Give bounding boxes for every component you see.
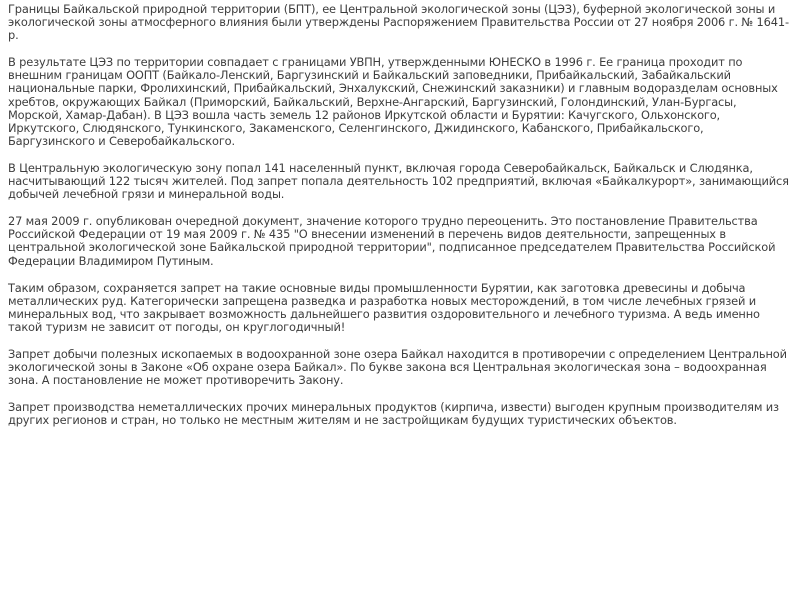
paragraph-borders-approval: Границы Байкальской природной территории (БПТ), ее Центральной экологической зоны (ЦЭЗ), буферной экологической зоны и экологической зоны атмосферного влияния были утверждены Распоряжением Правительства России от 27 ноября 2006 г. № 1641-р. (8, 2, 789, 43)
paragraph-mining-contradiction: Запрет добычи полезных ископаемых в водоохранной зоне озера Байкал находится в противоречии с определением Центральной экологической зоны в Законе «Об охране озера Байкал». По букве закона вся Центральная экологическая зона – водоохранная зона. А постановление не может противоречить Закону. (8, 346, 787, 388)
paragraph-government-decree: 27 мая 2009 г. опубликован очередной документ, значение которого трудно переоценить. Это постановление Правительства Российской Федерации от 19 мая 2009 г. № 435 "О внесении изменений в перечень видов деятельности, запрещенных в центральной экологической зоне Байкальской природной территории", подписанное председателем Правительства Российской Федерации Владимиром Путиным. (8, 214, 776, 268)
paragraph-central-zone-borders: В результате ЦЭЗ по территории совпадает с границами УВПН, утвержденными ЮНЕСКО в 1996 г. Ее граница проходит по внешним границам ООПТ (Байкало-Ленский, Баргузинский и Байкальский заповедники, Прибайкальский, Забайкальский национальные парки, Фролихинский, Прибайкальский, Энхалукский, Снежинский заказники) и главным водоразделам основных хребтов, окружающих Байкал (Приморский, Байкальский, Верхне-Ангарский, Баргузинский, Голондинский, Улан-Бургасы, Морской, Хамар-Дабан). В ЦЭЗ вошла часть земель 12 районов Иркутской области и Бурятии: Качугского, Ольхонского, Иркутского, Слюдянского, Тункинского, Закаменского, Селенгинского, Джидинского, Кабанского, Прибайкальского, Баргузинского и Северобайкальского. (8, 55, 778, 148)
paragraph-production-ban: Запрет производства неметаллических прочих минеральных продуктов (кирпича, извести) выгоден крупным производителям из других регионов и стран, но только не местным жителям и не застройщикам будущих туристических объектов. (8, 400, 779, 428)
paragraph-industry-ban: Таким образом, сохраняется запрет на такие основные виды промышленности Бурятии, как заготовка древесины и добыча металлических руд. Категорически запрещена разведка и разработка новых месторождений, в том числе лечебных грязей и минеральных вод, что закрывает возможность дальнейшего развития оздоровительного и лечебного туризма. А ведь именно такой туризм не зависит от погоды, он круглогодичный! (8, 280, 760, 334)
paragraph-settlements: В Центральную экологическую зону попал 141 населенный пункт, включая города Северобайкальск, Байкальск и Слюдянка, насчитывающий 122 тысяч жителей. Под запрет попала деятельность 102 предприятий, включая «Байкалкурорт», занимающийся добычей лечебной грязи и минеральной воды. (8, 160, 789, 202)
